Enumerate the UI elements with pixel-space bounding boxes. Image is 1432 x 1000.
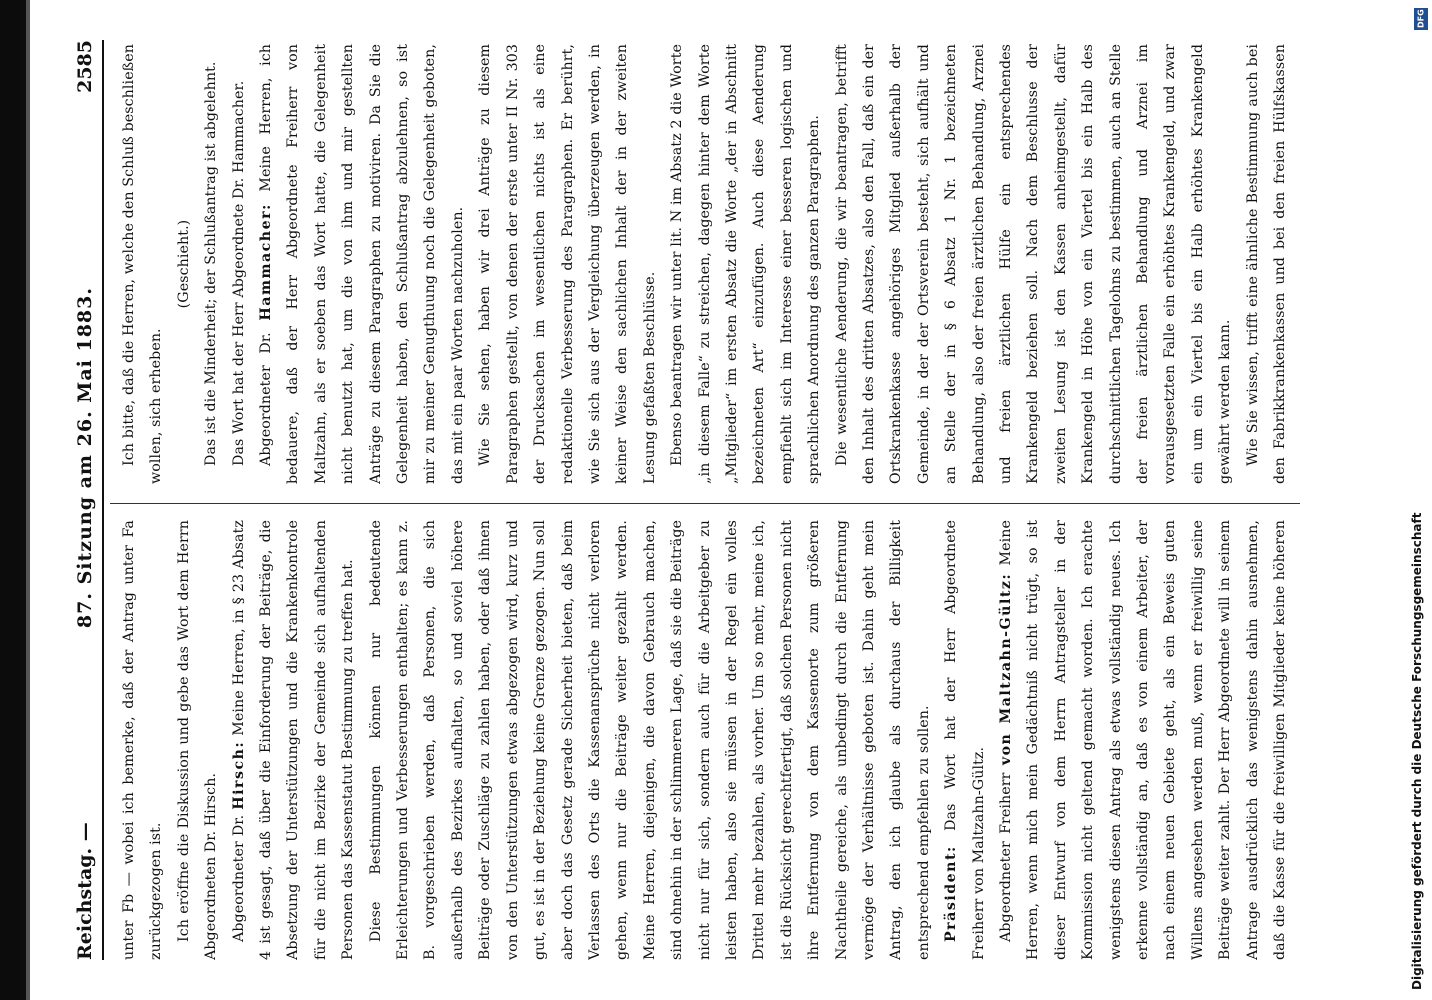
- column-divider: [110, 503, 1300, 504]
- dfg-logo: DFG: [1414, 8, 1428, 30]
- text-paragraph: unter Fb — wobei ich bemerke, daß der Antrag unter Fa zurückgezogen ist.: [121, 520, 165, 960]
- text-paragraph: Das ist die Minderheit; der Schlußantrag ist abgelehnt.: [203, 61, 220, 466]
- speech-text: Das Wort hat der Herr Abgeordnete Freiherr von Maltzahn-Gültz.: [943, 520, 987, 960]
- header-title: 87. Sitzung am 26. Mai 1883.: [74, 287, 96, 629]
- text-paragraph: Ich bitte, daß die Herren, welche den Schluß beschließen wollen, sich erheben.: [121, 44, 165, 484]
- speaker-title: Abgeordneter Dr.: [230, 809, 247, 942]
- left-column: [116, 520, 1296, 960]
- header-left: Reichstag. —: [74, 822, 96, 960]
- text-paragraph: Wie Sie sehen, haben wir drei Anträge zu diesem Paragraphen gestellt, von denen der erste unter II Nr. 303 der Drucksachen im wesentlichen nichts ist als eine redaktionelle Verbesserung des Paragraphen. Er berührt, wie Sie sich aus der Vergleichung überzeugen werden, in keiner Weise den sachlichen Inhalt der in der zweiten Lesung gefaßten Beschlüsse.: [477, 44, 658, 484]
- right-column: [116, 44, 1296, 484]
- scan-edge-shadow: [26, 0, 30, 1000]
- speaker-title: Abgeordneter Dr.: [258, 320, 275, 466]
- speaker-name: Hirsch:: [230, 740, 247, 810]
- speech-paragraph: [993, 520, 1296, 960]
- speech-text: Meine Herren, in § 23 Absatz 4 ist gesagt, daß über die Einforderung der Beiträge, die Absetzung der Unterstützungen und die Krankenkontrole für die nicht im Bezirke der Gemeinde sich aufhaltenden Personen das Kassenstatut Bestimmung zu treffen hat.: [230, 520, 357, 960]
- speech-paragraph: [253, 44, 472, 484]
- text-paragraph: Die wesentliche Aenderung, die wir beantragen, betrifft den Inhalt des dritten Absatzes, also den Fall, daß ein der Ortskrankenkasse angehöriges Mitglied außerhalb der Gemeinde, in der der Ortsverein besteht, sich aufhält und an Stelle der in § 6 Absatz 1 Nr. 1 bezeichneten Behandlung, also der freien ärztlichen Behandlung, Arznei und freien ärztlichen Hülfe ein entsprechendes Krankengeld beziehen soll. Nach dem Beschlusse der zweiten Lesung ist den Kassen anheimgestellt, dafür Krankengeld in Höhe von ein Viertel bis ein Halb des durchschnittlichen Tagelohns zu bestimmen, auch an Stelle der freien ärztlichen Behandlung und Arznei im vorausgesetzten Falle ein erhöhtes Krankengeld, und zwar ein um ein Viertel bis ein Halb erhöhtes Krankengeld gewährt werden kann.: [833, 44, 1234, 484]
- scan-edge: [0, 0, 26, 1000]
- speaker-name: Hammacher:: [258, 203, 275, 321]
- text-paragraph: Wie Sie wissen, trifft eine ähnliche Bestimmung auch bei den Fabrikkrankenkassen und bei den freien Hülfskassen: [1244, 44, 1289, 484]
- text-paragraph: Ich eröffne die Diskussion und gebe das Wort dem Herrn Abgeordneten Dr. Hirsch.: [175, 520, 220, 960]
- speaker-name: von Maltzahn-Gültz:: [998, 572, 1014, 766]
- speaker-title: Abgeordneter Freiherr: [998, 765, 1014, 942]
- text-paragraph: (Geschieht.): [175, 219, 192, 309]
- speech-text: Meine Herren, ich bedauere, daß der Herr Abgeordnete Freiherr von Maltzahn, als er soeben das Wort hatte, die Gelegenheit nicht benutzt hat, um die von ihm und mir gestellten Anträge zu diesem Paragraphen zu motiviren. Da Sie die Gelegenheit haben, den Schlußantrag abzulehnen, so ist mir zu meiner Genugthuung noch die Gelegenheit geboten, das mit ein paar Worten nachzuholen.: [258, 44, 466, 484]
- text-paragraph: Diese Bestimmungen können nur bedeutende Erleichterungen und Verbesserungen enthalten; es kann z. B. vorgeschrieben werden, daß Personen, die sich außerhalb des Bezirkes aufhalten, so und soviel höhere Beiträge oder Zuschläge zu zahlen haben, oder daß ihnen von den Unterstützungen etwas abgezogen wird, kurz und gut, es ist in der Beziehung keine Grenze gezogen. Nun soll aber doch das Gesetz gerade Sicherheit bieten, daß beim Verlassen des Orts die Kassenansprüche nicht verloren gehen, wenn nur die Beiträge weiter gezahlt werden. Meine Herren, diejenigen, die davon Gebrauch machen, sind ohnehin in der schlimmeren Lage, daß sie die Beiträge nicht nur für sich, sondern auch für die Arbeitgeber zu leisten haben, also sie müssen in der Regel ein volles Drittel mehr bezahlen, als vorher. Um so mehr, meine ich, ist die Rücksicht gerechtfertigt, daß solchen Personen nicht ihre Entfernung von dem Kassenorte zum größeren Nachtheile gereiche, als unbedingt durch die Entfernung vermöge der Verhältnisse geboten ist. Dahin geht mein Antrag, den ich glaube als durchaus der Billigkeit entsprechend empfehlen zu sollen.: [367, 520, 932, 960]
- text-paragraph: Ebenso beantragen wir unter lit. N im Absatz 2 die Worte „in diesem Falle“ zu streichen, dagegen hinter dem Worte „Mitglieder“ im ersten Absatz die Worte „der in Abschnitt bezeichneten Art“ einzufügen. Auch diese Aenderung empfiehlt sich im Interesse einer besseren logischen und sprachlichen Anordnung des ganzen Paragraphen.: [669, 44, 823, 484]
- dfg-credit-text: Digitalisierung gefördert durch die Deutsche Forschungsgemeinschaft: [1410, 512, 1424, 990]
- text-paragraph: Das Wort hat der Herr Abgeordnete Dr. Hammacher.: [230, 80, 247, 466]
- page-header: [60, 40, 96, 960]
- speech-paragraph: [938, 520, 993, 960]
- speech-paragraph: [226, 520, 363, 960]
- page-number: 2585: [74, 40, 96, 93]
- speaker-name: Präsident:: [943, 845, 960, 942]
- speech-text: Meine Herren, wenn mich mein Gedächtniß nicht trügt, so ist dieser Entwurf von dem Herrn Antragsteller in der Kommission nicht geltend gemacht worden. Ich erachte wenigstens diesen Antrag als etwas vollständig neues. Ich erkenne vollständig an, daß es von einem Arbeiter, der nach einem neuen Gebiete geht, als ein Beweis guten Willens angesehen werden muß, wenn er freiwillig seine Beiträge weiter zahlt. Der Herr Abgeordnete will in seinem Antrage ausdrücklich das wenigstens dahin ausnehmen, daß die Kasse für die freiwilligen Mitglieder keine höheren: [998, 520, 1289, 960]
- dfg-footer: [1402, 0, 1432, 1000]
- header-rule: [102, 40, 104, 960]
- document-page: [60, 20, 1360, 980]
